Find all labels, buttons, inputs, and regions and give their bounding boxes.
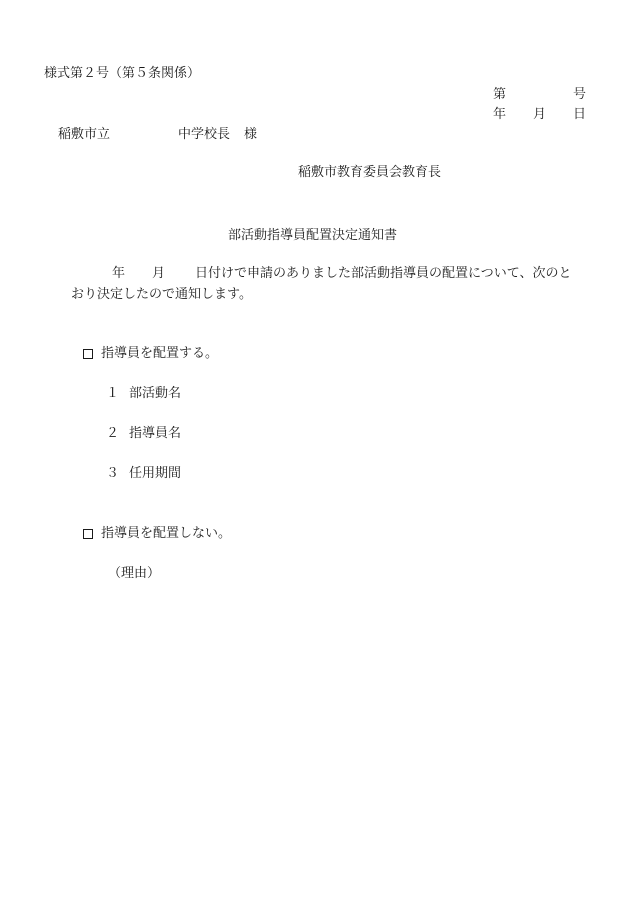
option-not-place-label: 指導員を配置しない。 [101, 526, 232, 541]
form-number: 様式第２号（第５条関係） [44, 66, 201, 81]
document-title: 部活動指導員配置決定通知書 [228, 228, 398, 243]
sender-name: 稲敷市教育委員会教育長 [298, 165, 442, 180]
not-place-checkbox[interactable] [83, 529, 93, 539]
item-label-appointment-period: 任用期間 [129, 466, 182, 481]
item-number-2: ２ [106, 426, 120, 441]
option-place-instructor[interactable] [83, 346, 218, 362]
option-not-place-instructor[interactable] [83, 526, 231, 542]
addressee-honorific: 様 [244, 127, 258, 142]
item-number-1: １ [106, 386, 120, 401]
addressee-school: 中学校長 [178, 127, 231, 142]
document-number-prefix: 第 [493, 87, 507, 102]
body-text-line-2: おり決定したので通知します。 [71, 287, 252, 302]
item-label-instructor-name: 指導員名 [129, 426, 182, 441]
document-number-suffix: 号 [573, 87, 587, 102]
option-place-label: 指導員を配置する。 [101, 346, 219, 361]
reason-label: （理由） [108, 566, 161, 581]
item-label-club-name: 部活動名 [129, 386, 182, 401]
item-number-3: ３ [106, 466, 120, 481]
date-day-label: 日 [573, 107, 587, 122]
body-year-label: 年 [112, 266, 126, 281]
place-checkbox[interactable] [83, 349, 93, 359]
date-year-label: 年 [493, 107, 507, 122]
addressee-city: 稲敷市立 [58, 127, 111, 142]
body-text-line-1: 日付けで申請のありました部活動指導員の配置について、次のと [195, 266, 572, 281]
date-month-label: 月 [533, 107, 547, 122]
body-month-label: 月 [152, 266, 166, 281]
